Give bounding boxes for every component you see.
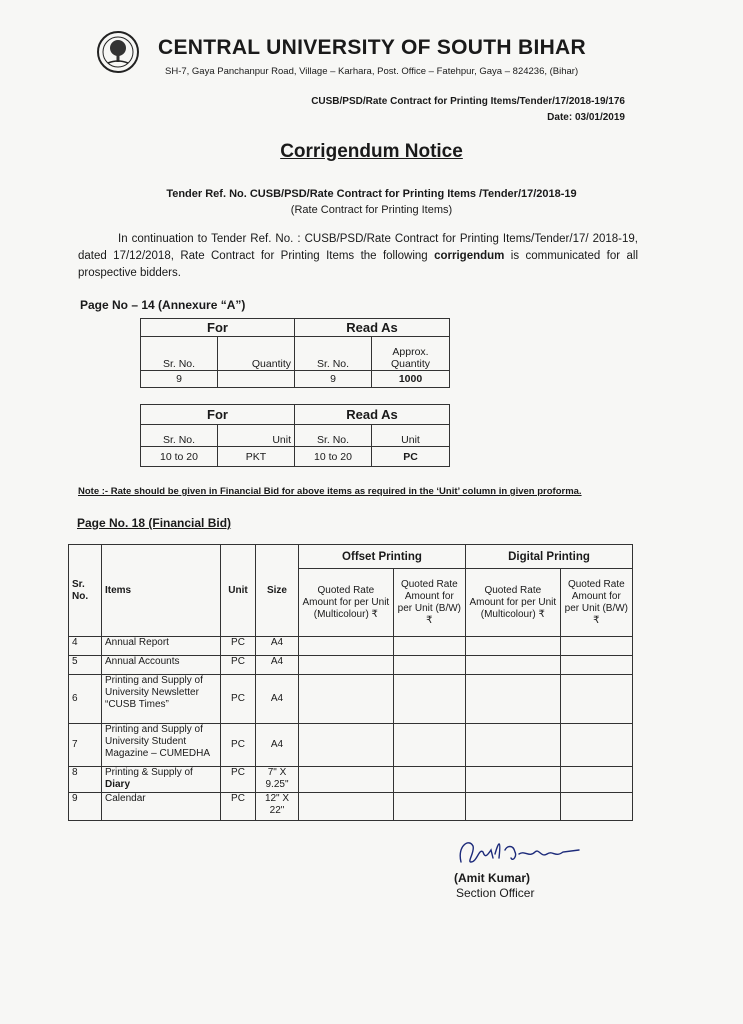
cell-size: 12" X 22" bbox=[256, 793, 299, 821]
cell-item-bold: Diary bbox=[105, 779, 131, 790]
cell-sr: 8 bbox=[69, 767, 102, 793]
annexure-unit-table bbox=[140, 404, 450, 467]
university-name: CENTRAL UNIVERSITY OF SOUTH BIHAR bbox=[158, 36, 586, 59]
intro-paragraph bbox=[78, 231, 638, 282]
cell-sr: 6 bbox=[69, 675, 102, 724]
header-offset-bw: Quoted Rate Amount for per Unit (B/W) ₹ bbox=[393, 569, 465, 637]
cell-rate bbox=[560, 767, 632, 793]
header-unit: Unit bbox=[221, 545, 256, 637]
header-offset-multicolour: Quoted Rate Amount for per Unit (Multicolour) ₹ bbox=[299, 569, 394, 637]
cell-sr: 9 bbox=[69, 793, 102, 821]
table-row bbox=[69, 637, 633, 656]
cell-size: A4 bbox=[256, 675, 299, 724]
cell-unit: PC bbox=[221, 793, 256, 821]
col-sr-no: Sr. No. bbox=[295, 337, 372, 371]
cell-unit: PKT bbox=[218, 447, 295, 467]
cell-unit: PC bbox=[221, 637, 256, 656]
reference-number: CUSB/PSD/Rate Contract for Printing Items/Tender/17/2018-19/176 bbox=[311, 96, 625, 107]
cell-unit: PC bbox=[372, 447, 450, 467]
intro-bold-word: corrigendum bbox=[434, 250, 505, 262]
university-address: SH-7, Gaya Panchanpur Road, Village – Karhara, Post. Office – Fatehpur, Gaya – 824236, (Bihar) bbox=[165, 66, 579, 77]
header-offset-printing: Offset Printing bbox=[299, 545, 466, 569]
cell-item: Annual Accounts bbox=[102, 656, 221, 675]
cell-rate bbox=[393, 724, 465, 767]
for-header: For bbox=[141, 405, 295, 425]
cell-sr-no: 9 bbox=[141, 371, 218, 388]
read-as-header: Read As bbox=[295, 319, 450, 337]
intro-text: In continuation to Tender Ref. No. : CUSB/PSD/Rate Contract for Printing Items/Tender/17/ 2018-19, dated 17/12/2018, Rate Contract for Printing Items the following bbox=[78, 233, 638, 262]
cell-unit: PC bbox=[221, 767, 256, 793]
cell-sr: 5 bbox=[69, 656, 102, 675]
col-sr-no: Sr. No. bbox=[141, 337, 218, 371]
financial-bid-table bbox=[68, 544, 633, 821]
header-digital-printing: Digital Printing bbox=[465, 545, 632, 569]
signature-image bbox=[455, 832, 585, 872]
university-logo bbox=[96, 30, 140, 74]
cell-rate bbox=[299, 637, 394, 656]
header-sr-no: Sr. No. bbox=[69, 545, 102, 637]
table-row bbox=[69, 656, 633, 675]
cell-sr: 4 bbox=[69, 637, 102, 656]
col-approx-quantity: Approx. Quantity bbox=[372, 337, 450, 371]
cell-sr-no: 10 to 20 bbox=[295, 447, 372, 467]
cell-item-text: Printing & Supply of bbox=[105, 767, 193, 778]
notice-title: Corrigendum Notice bbox=[280, 141, 463, 162]
cell-rate bbox=[560, 675, 632, 724]
cell-item bbox=[102, 767, 221, 793]
col-sr-no: Sr. No. bbox=[141, 425, 218, 447]
intro-text-end: is communicated for all prospective bidders. bbox=[78, 250, 638, 279]
cell-sr-no: 9 bbox=[295, 371, 372, 388]
header-digital-multicolour: Quoted Rate Amount for per Unit (Multicolour) ₹ bbox=[465, 569, 560, 637]
cell-rate bbox=[299, 767, 394, 793]
cell-rate bbox=[299, 656, 394, 675]
cell-rate bbox=[299, 793, 394, 821]
cell-unit: PC bbox=[221, 675, 256, 724]
cell-size: A4 bbox=[256, 724, 299, 767]
cell-rate bbox=[560, 656, 632, 675]
table-row bbox=[69, 675, 633, 724]
cell-rate bbox=[465, 793, 560, 821]
annexure-label: Page No – 14 (Annexure “A”) bbox=[80, 298, 246, 312]
for-header: For bbox=[141, 319, 295, 337]
header-size: Size bbox=[256, 545, 299, 637]
financial-bid-label: Page No. 18 (Financial Bid) bbox=[77, 516, 232, 530]
signer-name: (Amit Kumar) bbox=[454, 871, 531, 885]
col-sr-no: Sr. No. bbox=[295, 425, 372, 447]
cell-size: 7" X 9.25" bbox=[256, 767, 299, 793]
cell-rate bbox=[465, 724, 560, 767]
cell-item: Annual Report bbox=[102, 637, 221, 656]
cell-sr-no: 10 to 20 bbox=[141, 447, 218, 467]
cell-rate bbox=[393, 793, 465, 821]
cell-item: Printing and Supply of University Student Magazine – CUMEDHA bbox=[102, 724, 221, 767]
col-unit: Unit bbox=[372, 425, 450, 447]
cell-rate bbox=[393, 767, 465, 793]
annexure-quantity-table bbox=[140, 318, 450, 388]
cell-rate bbox=[299, 675, 394, 724]
note-text: Note :- Rate should be given in Financial Bid for above items as required in the ‘Unit’ column in given proforma. bbox=[78, 486, 582, 497]
header-digital-bw: Quoted Rate Amount for per Unit (B/W) ₹ bbox=[560, 569, 632, 637]
cell-size: A4 bbox=[256, 637, 299, 656]
cell-rate bbox=[465, 656, 560, 675]
cell-quantity bbox=[218, 371, 295, 388]
signer-title: Section Officer bbox=[456, 886, 535, 900]
cell-rate bbox=[299, 724, 394, 767]
notice-date: Date: 03/01/2019 bbox=[547, 112, 625, 123]
col-unit: Unit bbox=[218, 425, 295, 447]
cell-approx-quantity: 1000 bbox=[372, 371, 450, 388]
cell-rate bbox=[465, 767, 560, 793]
cell-rate bbox=[560, 637, 632, 656]
cell-item: Printing and Supply of University Newsletter “CUSB Times” bbox=[102, 675, 221, 724]
cell-rate bbox=[560, 724, 632, 767]
tender-reference: Tender Ref. No. CUSB/PSD/Rate Contract for Printing Items /Tender/17/2018-19 bbox=[166, 188, 577, 200]
cell-size: A4 bbox=[256, 656, 299, 675]
cell-rate bbox=[393, 675, 465, 724]
read-as-header: Read As bbox=[295, 405, 450, 425]
header-items: Items bbox=[102, 545, 221, 637]
cell-unit: PC bbox=[221, 656, 256, 675]
tender-subtitle: (Rate Contract for Printing Items) bbox=[290, 204, 453, 216]
cell-sr: 7 bbox=[69, 724, 102, 767]
cell-rate bbox=[393, 637, 465, 656]
cell-rate bbox=[560, 793, 632, 821]
cell-unit: PC bbox=[221, 724, 256, 767]
table-row bbox=[69, 793, 633, 821]
table-row bbox=[69, 767, 633, 793]
cell-rate bbox=[465, 675, 560, 724]
col-quantity: Quantity bbox=[218, 337, 295, 371]
table-row bbox=[69, 724, 633, 767]
cell-item: Calendar bbox=[102, 793, 221, 821]
cell-rate bbox=[465, 637, 560, 656]
cell-rate bbox=[393, 656, 465, 675]
